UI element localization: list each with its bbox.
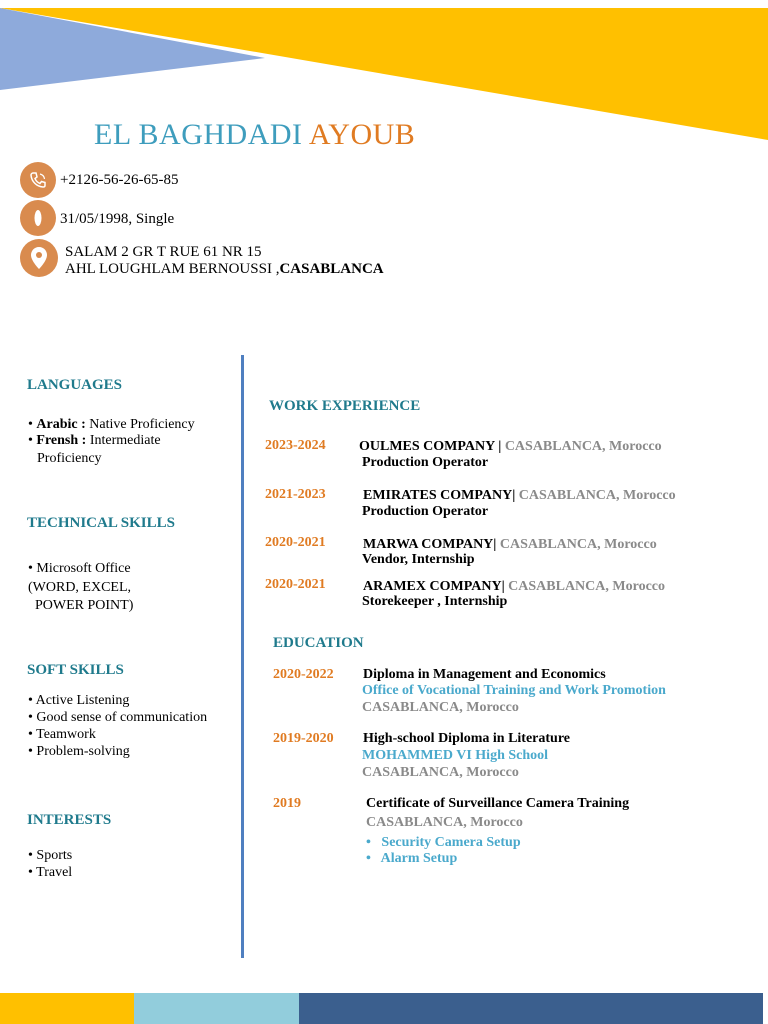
- language-level-continued: Proficiency: [37, 451, 102, 466]
- soft-skill-item: • Good sense of communication: [28, 710, 208, 725]
- job-years: 2020-2021: [265, 535, 326, 550]
- education-years: 2019: [273, 796, 301, 811]
- footer-stripe-yellow: [0, 993, 134, 1024]
- footer-stripe-navy: [299, 993, 763, 1024]
- language-level: Native Proficiency: [85, 417, 195, 432]
- education-bullet: • Security Camera Setup: [366, 835, 521, 850]
- technical-skill-line: • Microsoft Office: [28, 561, 131, 576]
- job-header: [359, 437, 662, 455]
- job-header: [363, 535, 657, 553]
- job-company: ARAMEX COMPANY: [363, 579, 502, 594]
- job-location: CASABLANCA, Morocco: [518, 488, 676, 503]
- education-title: EDUCATION: [273, 635, 364, 651]
- person-icon: [20, 200, 56, 236]
- work-experience-title: WORK EXPERIENCE: [269, 398, 421, 414]
- birth-status: 31/05/1998, Single: [60, 211, 175, 227]
- job-location: CASABLANCA, Morocco: [508, 579, 665, 594]
- language-level: Intermediate: [86, 433, 161, 448]
- column-divider: [241, 355, 244, 958]
- education-degree: High-school Diploma in Literature: [363, 731, 571, 746]
- address-line-2: [65, 261, 384, 278]
- job-company: EMIRATES COMPANY: [363, 488, 513, 503]
- job-company: OULMES COMPANY: [359, 439, 495, 454]
- candidate-name: [94, 118, 415, 152]
- education-degree: Diploma in Management and Economics: [363, 667, 606, 682]
- technical-skill-line: (WORD, EXCEL,: [28, 580, 132, 595]
- technical-skills-title: TECHNICAL SKILLS: [27, 515, 175, 531]
- job-role: Production Operator: [362, 455, 489, 470]
- education-years: 2020-2022: [273, 667, 334, 682]
- job-separator: |: [494, 439, 505, 454]
- languages-title: LANGUAGES: [27, 377, 123, 393]
- education-bullet: • Alarm Setup: [366, 851, 458, 866]
- technical-skill-line: POWER POINT): [35, 598, 134, 613]
- job-separator: |: [501, 579, 509, 594]
- footer-stripe-lightblue: [134, 993, 299, 1024]
- education-institution: MOHAMMED VI High School: [362, 748, 549, 763]
- interest-item: • Sports: [28, 848, 73, 863]
- interest-item: • Travel: [28, 865, 73, 880]
- phone-number: +2126-56-26-65-85: [60, 172, 179, 188]
- job-years: 2023-2024: [265, 438, 326, 453]
- map-pin-icon: [20, 239, 58, 277]
- education-degree: Certificate of Surveillance Camera Training: [366, 796, 630, 811]
- job-separator: |: [512, 488, 519, 503]
- address-line-1: SALAM 2 GR T RUE 61 NR 15: [65, 244, 262, 260]
- soft-skill-item: • Problem-solving: [28, 744, 130, 759]
- language-name: Frensh :: [36, 433, 87, 448]
- job-role: Vendor, Internship: [362, 552, 475, 567]
- last-name: AYOUB: [308, 118, 416, 151]
- job-separator: |: [493, 537, 500, 552]
- education-years: 2019-2020: [273, 731, 334, 746]
- job-role: Storekeeper , Internship: [362, 594, 508, 609]
- education-bullet-text: Security Camera Setup: [381, 835, 521, 850]
- address-street: AHL LOUGHLAM BERNOUSSI ,: [65, 261, 280, 277]
- soft-skill-item: • Teamwork: [28, 727, 96, 742]
- education-location: CASABLANCA, Morocco: [362, 700, 519, 715]
- interests-title: INTERESTS: [27, 812, 112, 828]
- language-item: • Frensh : Intermediate: [28, 433, 161, 448]
- job-company: MARWA COMPANY: [363, 537, 494, 552]
- job-years: 2021-2023: [265, 487, 326, 502]
- job-header: [363, 577, 665, 595]
- soft-skills-title: SOFT SKILLS: [27, 662, 124, 678]
- job-location: CASABLANCA, Morocco: [504, 439, 662, 454]
- education-location: CASABLANCA, Morocco: [366, 815, 523, 830]
- education-institution: Office of Vocational Training and Work Promotion: [362, 683, 666, 698]
- job-location: CASABLANCA, Morocco: [499, 537, 657, 552]
- language-name: Arabic :: [36, 417, 86, 432]
- first-name: EL BAGHDADI: [94, 118, 303, 151]
- address-city: CASABLANCA: [279, 261, 384, 277]
- education-bullet-text: Alarm Setup: [380, 851, 458, 866]
- soft-skill-item: • Active Listening: [28, 693, 130, 708]
- phone-icon: [20, 162, 56, 198]
- job-years: 2020-2021: [265, 577, 326, 592]
- job-header: [363, 486, 676, 504]
- education-location: CASABLANCA, Morocco: [362, 765, 519, 780]
- language-item: • Arabic : Native Proficiency: [28, 417, 195, 432]
- job-role: Production Operator: [362, 504, 489, 519]
